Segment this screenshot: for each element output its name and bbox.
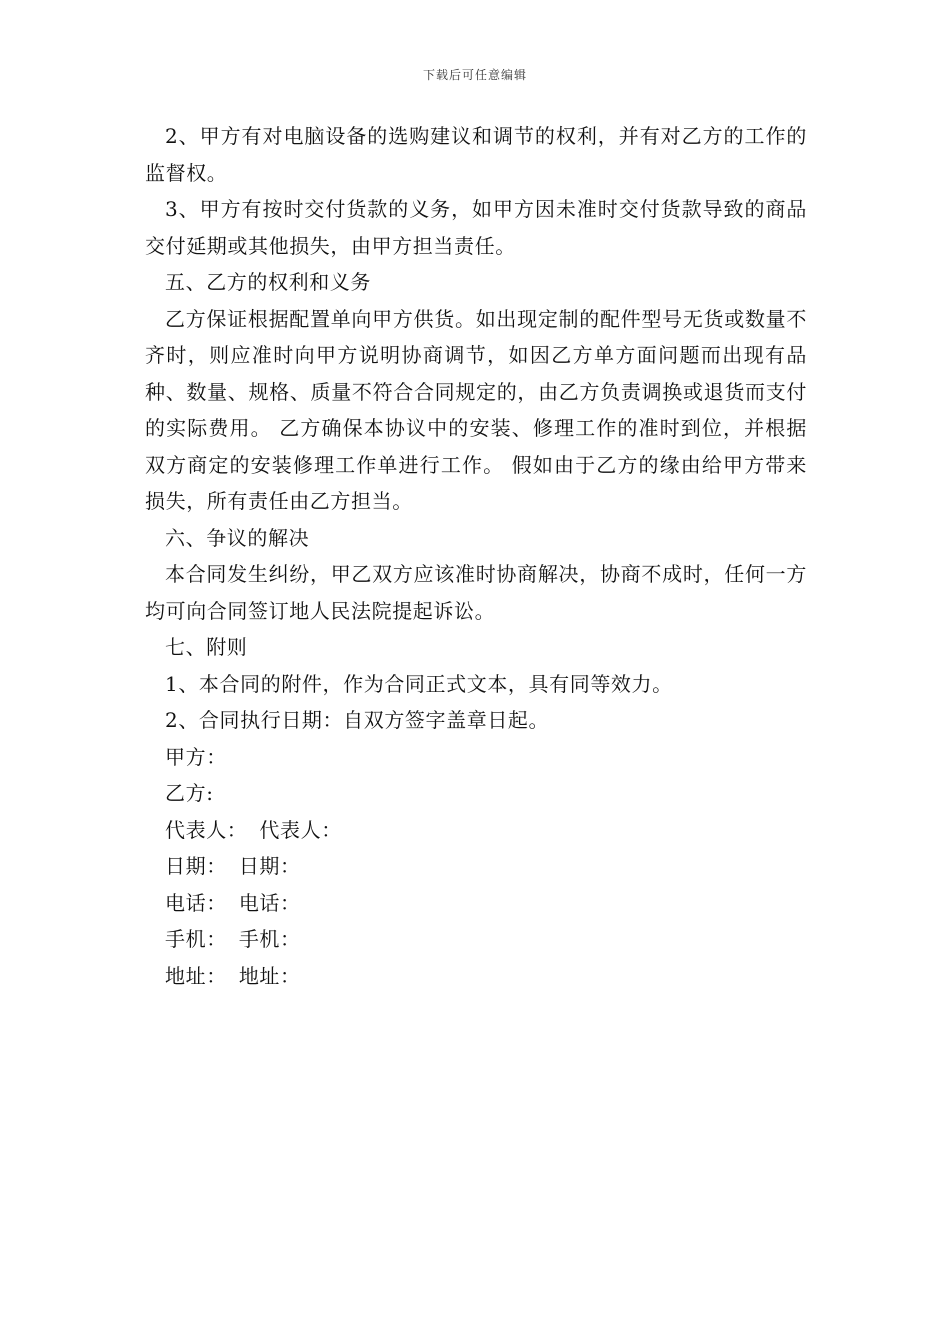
clause-7-2: 2、合同执行日期：自双方签字盖章日起。	[165, 708, 550, 732]
signature-row-address	[145, 958, 807, 995]
section-heading-6: 六、争议的解决	[165, 525, 310, 550]
section-heading-5: 五、乙方的权利和义务	[165, 270, 371, 294]
header-note: 下载后可任意编辑	[422, 68, 527, 82]
party-a-date: 日期：	[165, 854, 227, 878]
section-5-body: 乙方保证根据配置单向甲方供货。如出现定制的配件型号无货或数量不齐时，则应准时向甲方说明协商调节，如因乙方单方面问题而出现有品种、数量、规格、质量不符合合同规定的，由乙方负责调换或退货而支付的实际费用。 乙方确保本协议中的安装、修理工作的准时到位，并根据双方商定的安装修理工作单进行工作。 假如由于乙方的缘由给甲方带来损失，所有责任由乙方担当。	[145, 306, 807, 513]
document-body	[145, 118, 807, 994]
signature-row-phone	[145, 885, 807, 922]
party-a-phone: 电话：	[165, 890, 227, 915]
party-a-representative: 代表人：	[165, 817, 248, 842]
signature-row-mobile	[145, 921, 807, 958]
party-b-label: 乙方:	[165, 781, 214, 805]
signature-row-date	[145, 848, 807, 885]
signature-block	[145, 739, 807, 995]
signature-row-representative	[145, 812, 807, 849]
party-b-representative: 代表人：	[259, 817, 342, 842]
party-b-mobile: 手机：	[238, 927, 301, 951]
party-b-date: 日期：	[238, 854, 301, 878]
section-6-body: 本合同发生纠纷，甲乙双方应该准时协商解决，协商不成时，任何一方均可向合同签订地人民法院提起诉讼。	[145, 562, 807, 623]
clause-7-1: 1、本合同的附件，作为合同正式文本，具有同等效力。	[165, 671, 673, 696]
section-heading-7: 七、附则	[165, 635, 248, 659]
party-a-label: 甲方：	[165, 744, 227, 769]
party-b-address: 地址：	[238, 963, 301, 988]
party-a-mobile: 手机：	[165, 927, 227, 951]
clause-a-2: 2、甲方有对电脑设备的选购建议和调节的权利，并有对乙方的工作的监督权。	[145, 124, 807, 185]
party-a-address: 地址：	[165, 963, 227, 988]
party-b-phone: 电话：	[238, 890, 301, 915]
clause-a-3: 3、甲方有按时交付货款的义务，如甲方因未准时交付货款导致的商品交付延期或其他损失，由甲方担当责任。	[145, 197, 807, 258]
